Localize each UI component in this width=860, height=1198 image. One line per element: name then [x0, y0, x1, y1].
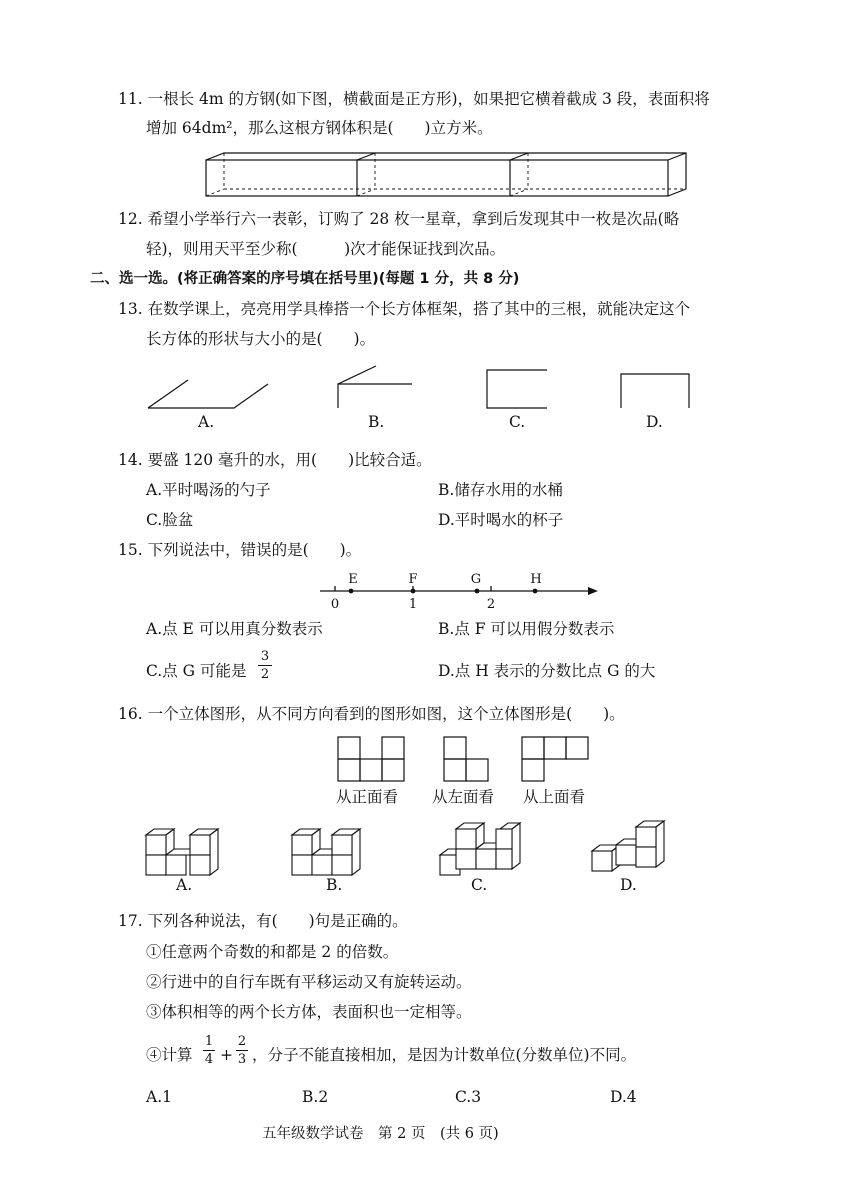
q14-option-b: B.储存水用的水桶: [438, 481, 563, 499]
point-h-label: H: [530, 572, 542, 587]
q17-option-d: D.4: [610, 1088, 637, 1106]
fraction-denominator: 3: [237, 1052, 247, 1067]
q15-stem: 15. 下列说法中，错误的是( )。: [118, 541, 362, 559]
view-front-label: 从正面看: [336, 788, 399, 806]
tick-0-label: 0: [330, 597, 340, 612]
view-left-label: 从左面看: [432, 788, 495, 806]
q13-option-d: D.: [646, 413, 663, 431]
q17-option-a: A.1: [146, 1088, 172, 1106]
q16-option-a: A.: [176, 876, 193, 894]
q14-option-d: D.平时喝水的杯子: [438, 511, 564, 529]
q17-option-b: B.2: [302, 1088, 329, 1106]
q16-stem: 16. 一个立体图形，从不同方向看到的图形如图，这个立体图形是( )。: [118, 705, 625, 723]
fraction-denominator: 4: [204, 1052, 214, 1067]
q17-statement-2: ②行进中的自行车既有平移运动又有旋转运动。: [146, 973, 472, 991]
q16-option-figures: [140, 815, 680, 875]
q13-option-figures: [140, 364, 700, 414]
q17-statement-4-pre: ④计算: [146, 1046, 193, 1064]
fraction-numerator: 1: [204, 1034, 214, 1049]
fraction-denominator: 2: [260, 667, 270, 682]
number-line: [315, 570, 605, 612]
q12-line1: 12. 希望小学举行六一表彰，订购了 28 枚一星章，拿到后发现其中一枚是次品(略: [118, 210, 680, 228]
q15-option-a: A.点 E 可以用真分数表示: [146, 620, 323, 638]
point-g-label: G: [470, 572, 482, 587]
q13-option-a: A.: [198, 413, 215, 431]
q16-option-c: C.: [471, 876, 488, 894]
tick-2-label: 2: [486, 597, 496, 612]
q14-option-a: A.平时喝汤的勺子: [146, 481, 271, 499]
fraction-3-2: [258, 650, 272, 681]
q11-line2: 增加 64dm²，那么这根方钢体积是( )立方米。: [146, 119, 493, 137]
q16-option-d: D.: [620, 876, 637, 894]
q15-option-d: D.点 H 表示的分数比点 G 的大: [438, 662, 656, 680]
steel-bar-figure: [200, 150, 690, 200]
q13-option-b: B.: [368, 413, 385, 431]
q13-line2: 长方体的形状与大小的是( )。: [146, 330, 376, 348]
q17-option-c: C.3: [455, 1088, 482, 1106]
fraction-1-4: [203, 1035, 215, 1066]
point-e-label: E: [348, 572, 358, 587]
fraction-numerator: 2: [237, 1034, 247, 1049]
q11-line1: 11. 一根长 4m 的方钢(如下图，横截面是正方形)，如果把它横着截成 3 段，表面积将: [118, 90, 710, 108]
q17-statement-1: ①任意两个奇数的和都是 2 的倍数。: [146, 943, 399, 961]
q17-stem: 17. 下列各种说法，有( )句是正确的。: [118, 912, 408, 930]
q13-line1: 13. 在数学课上，亮亮用学具棒搭一个长方体框架，搭了其中的三根，就能决定这个: [118, 300, 691, 318]
fraction-numerator: 3: [260, 649, 270, 664]
q14-stem: 14. 要盛 120 毫升的水，用( )比较合适。: [118, 451, 432, 469]
page-footer: 五年级数学试卷 第 2 页 (共 6 页): [262, 1126, 499, 1142]
q16-view-figures: [330, 735, 600, 785]
q13-option-c: C.: [509, 413, 526, 431]
q12-line2: 轻)，则用天平至少称( )次才能保证找到次品。: [146, 240, 506, 258]
q17-statement-3: ③体积相等的两个长方体，表面积也一定相等。: [146, 1003, 472, 1021]
q17-statement-4-post: ，分子不能直接相加，是因为计数单位(分数单位)不同。: [252, 1046, 637, 1064]
section-title: 二、选一选。(将正确答案的序号填在括号里)(每题 1 分，共 8 分): [90, 271, 520, 287]
tick-1-label: 1: [408, 597, 418, 612]
q15-option-b: B.点 F 可以用假分数表示: [438, 620, 615, 638]
q16-option-b: B.: [326, 876, 343, 894]
fraction-2-3: [236, 1035, 248, 1066]
q15-option-c-text: C.点 G 可能是: [146, 662, 247, 680]
view-top-label: 从上面看: [523, 788, 586, 806]
point-f-label: F: [408, 572, 418, 587]
q14-option-c: C.脸盆: [146, 511, 194, 529]
plus-sign: +: [220, 1046, 233, 1064]
